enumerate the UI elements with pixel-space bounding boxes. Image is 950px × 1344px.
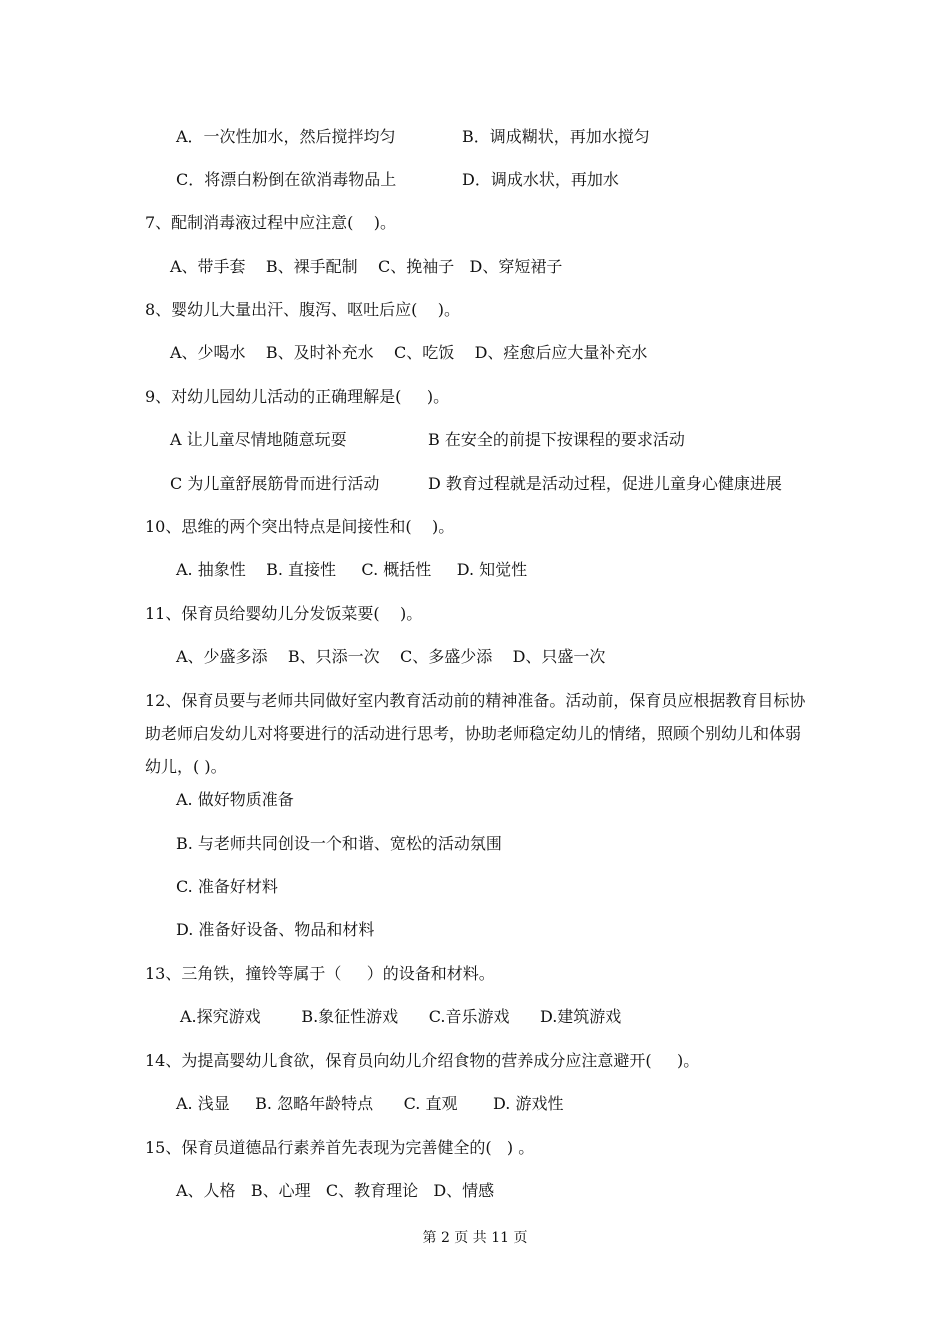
q9-option-d: D 教育过程就是活动过程，促进儿童身心健康进展 xyxy=(428,474,782,493)
q12-option-d: D. 准备好设备、物品和材料 xyxy=(176,920,375,939)
q9-option-a: A 让儿童尽情地随意玩耍 xyxy=(170,430,347,449)
q13-stem: 13、三角铁，撞铃等属于（ ）的设备和材料。 xyxy=(145,964,495,983)
q6-option-c: C．将漂白粉倒在欲消毒物品上 xyxy=(176,170,397,189)
q12-option-a: A. 做好物质准备 xyxy=(176,790,294,809)
q9-option-c: C 为儿童舒展筋骨而进行活动 xyxy=(170,474,380,493)
q9-option-b: B 在安全的前提下按课程的要求活动 xyxy=(428,430,685,449)
q14-options: A. 浅显 B. 忽略年龄特点 C. 直观 D. 游戏性 xyxy=(176,1094,564,1113)
q10-options: A. 抽象性 B. 直接性 C. 概括性 D. 知觉性 xyxy=(176,560,528,579)
q6-option-a: A．一次性加水，然后搅拌均匀 xyxy=(176,127,396,146)
q8-options: A、少喝水 B、及时补充水 C、吃饭 D、痊愈后应大量补充水 xyxy=(170,343,648,362)
q7-options: A、带手套 B、裸手配制 C、挽袖子 D、穿短裙子 xyxy=(170,257,563,276)
q12-option-b: B. 与老师共同创设一个和谐、宽松的活动氛围 xyxy=(176,834,502,853)
q11-stem: 11、保育员给婴幼儿分发饭菜要( )。 xyxy=(145,604,423,623)
q9-stem: 9、对幼儿园幼儿活动的正确理解是( )。 xyxy=(145,387,450,406)
q6-option-b: B．调成糊状，再加水搅匀 xyxy=(462,127,650,146)
q13-options: A.探究游戏 B.象征性游戏 C.音乐游戏 D.建筑游戏 xyxy=(180,1007,622,1026)
q6-option-d: D．调成水状，再加水 xyxy=(462,170,619,189)
q15-stem: 15、保育员道德品行素养首先表现为完善健全的( ) 。 xyxy=(145,1138,535,1157)
q7-stem: 7、配制消毒液过程中应注意( )。 xyxy=(145,213,397,232)
q15-options: A、人格 B、心理 C、教育理论 D、情感 xyxy=(176,1181,495,1200)
q8-stem: 8、婴幼儿大量出汗、腹泻、呕吐后应( )。 xyxy=(145,300,461,319)
q12-option-c: C. 准备好材料 xyxy=(176,877,278,896)
page-number: 第 2 页 共 11 页 xyxy=(422,1230,528,1246)
q10-stem: 10、思维的两个突出特点是间接性和( )。 xyxy=(145,517,455,536)
q12-stem: 12、保育员要与老师共同做好室内教育活动前的精神准备。活动前，保育员应根据教育目标协助老师启发幼儿对将要进行的活动进行思考，协助老师稳定幼儿的情绪，照顾个别幼儿和体弱幼儿，( )。 xyxy=(145,691,806,776)
q11-options: A、少盛多添 B、只添一次 C、多盛少添 D、只盛一次 xyxy=(176,647,606,666)
q14-stem: 14、为提高婴幼儿食欲，保育员向幼儿介绍食物的营养成分应注意避开( )。 xyxy=(145,1051,700,1070)
